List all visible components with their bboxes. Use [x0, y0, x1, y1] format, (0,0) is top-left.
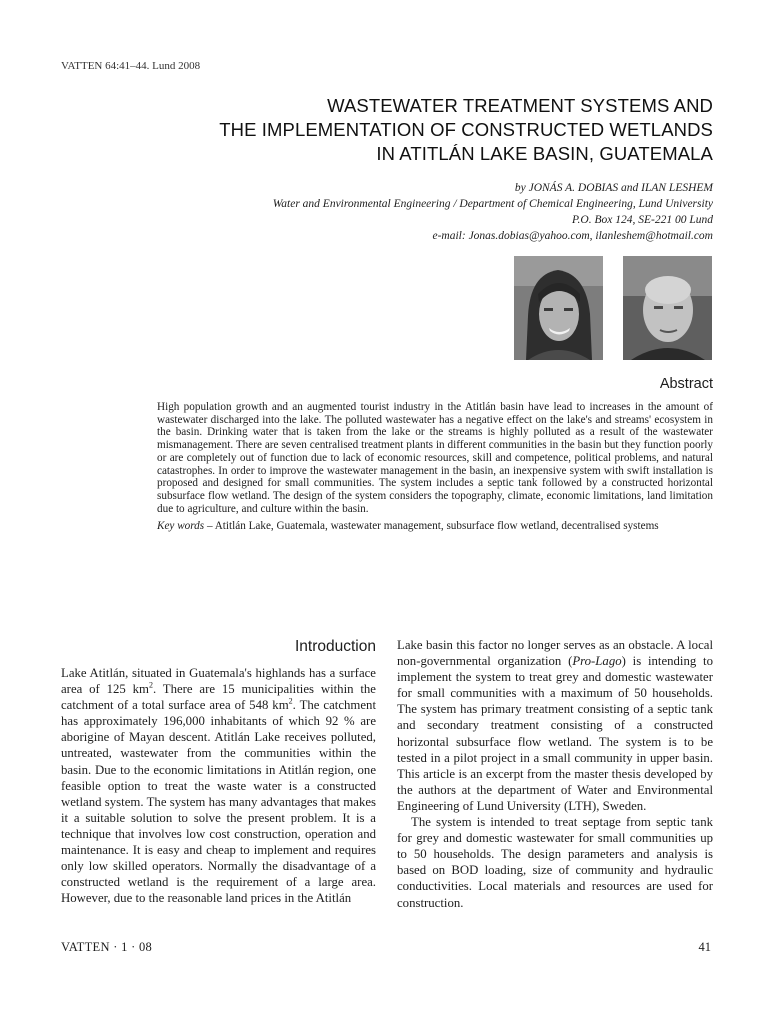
affiliation: Water and Environmental Engineering / Department of Chemical Engineering, Lund University — [272, 198, 713, 210]
abstract-heading: Abstract — [659, 376, 713, 392]
introduction-heading: Introduction — [295, 638, 376, 655]
intro-text-c: . The catchment has approximately 196,000 inhabitants of which 92 % are aborigine of Mayan descent. Atitlán Lake receives polluted, untreated, wastewater from the communities within the basin. Due to the economic limitations in Atitlán region, one feasible option to treat the waste water is a constructed wetland system. The system has many advantages that makes it a suitable solution to solve the present problem. It is a technique that involves low cost construction, operation and maintenance. It is easy and cheap to implement and requires only low skilled operators. Normally the disadvantage of a constructed wetland is the requirement of a large area. However, due to the reasonable land prices in the Atitlán — [61, 698, 377, 906]
body-column-right — [397, 637, 713, 911]
byline — [93, 180, 713, 244]
keywords-label: Key words — [157, 520, 205, 533]
author-photo-leshem — [623, 256, 712, 360]
intro-text-b: . There are 15 municipalities within the catchment of a total surface area of 548 km — [61, 682, 376, 713]
footer-journal: VATTEN · 1 · 08 — [61, 940, 153, 954]
author-photo-dobias — [514, 256, 603, 360]
article-title — [93, 94, 713, 166]
title-line-1: WASTEWATER TREATMENT SYSTEMS AND — [327, 95, 713, 116]
superscript: 2 — [288, 696, 293, 706]
intro-text-a: Lake Atitlán, situated in Guatemala's highlands has a surface area of 125 km — [61, 666, 376, 697]
keywords-list: – Atitlán Lake, Guatemala, wastewater management, subsurface flow wetland, decentralised systems — [204, 520, 659, 533]
page-number: 41 — [698, 940, 711, 954]
abstract-body — [157, 401, 713, 533]
journal-citation: VATTEN 64:41–44. Lund 2008 — [61, 60, 201, 72]
intro-paragraph-2: The system is intended to treat septage from septic tank for grey and domestic wastewater for small communities up to 50 households. The design parameters and analysis is based on BOD loading, size of community and hydraulic conductivities. Local materials and resources are used for construction. — [397, 815, 713, 910]
intro-paragraph-1 — [61, 665, 376, 906]
authors: by JONÁS A. DOBIAS and ILAN LESHEM — [514, 182, 713, 194]
organization-name: Pro-Lago — [572, 654, 622, 669]
address: P.O. Box 124, SE-221 00 Lund — [572, 214, 713, 226]
body-column-left — [61, 665, 376, 906]
title-line-3: IN ATITLÁN LAKE BASIN, GUATEMALA — [376, 143, 713, 164]
title-line-2: THE IMPLEMENTATION OF CONSTRUCTED WETLANDS — [219, 119, 713, 140]
intro-paragraph-continued — [397, 637, 713, 814]
intro-text-d: Lake basin this factor no longer serves as an obstacle. A local non-governmental organization ( — [397, 638, 713, 669]
intro-text-e: ) is intending to implement the system to treat grey and domestic wastewater for small communities with a maximum of 50 households. The system has primary treatment consisting of a septic tank and secondary treatment consisting of a constructed horizontal subsurface flow wetland. The system is to be tested in a pilot project in a small community in upper basin. This article is an excerpt from the master thesis developed by the authors at the department of Water and Environmental Engineering of Lund University (LTH), Sweden. — [397, 654, 713, 813]
abstract-text: High population growth and an augmented tourist industry in the Atitlán basin have lead to increases in the amount of wastewater discharged into the lake. The polluted wastewater has a negative effect on the lake's and streams' ecosystem in the basin. Drinking water that is taken from the lake or the streams is highly polluted as a result of the wastewater mismanagement. There are seven centralised treatment plants in different communities in the basin but they function poorly or are completely out of function due to lack of economic resources, skill and competence, political problems, and natural catastrophes. In order to improve the wastewater management in the basin, an inexpensive system with swift installation is proposed and designed for small communities. The system includes a septic tank followed by a constructed horizontal subsurface flow wetland. The design of the system considers the topography, climate, economic limitations, land limitation due to agriculture, and culture within the basin. — [157, 401, 713, 515]
keywords — [157, 520, 713, 533]
email: e-mail: Jonas.dobias@yahoo.com, ilanleshem@hotmail.com — [432, 230, 713, 242]
superscript: 2 — [148, 680, 153, 690]
